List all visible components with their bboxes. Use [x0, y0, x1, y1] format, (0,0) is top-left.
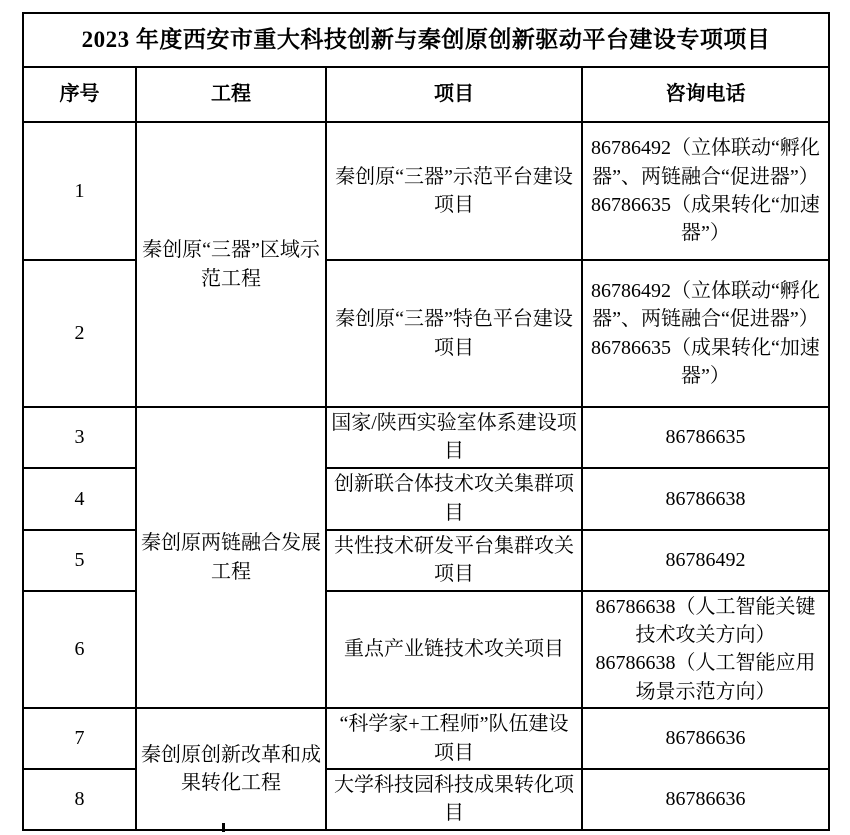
stray-tick-mark: [222, 823, 225, 832]
table-row: [23, 122, 829, 260]
phone-entry: 86786635（成果转化“加速器”）: [591, 194, 820, 245]
cell-project: 共性技术研发平台集群攻关项目: [326, 530, 582, 591]
phone-entry: 86786638: [665, 487, 746, 510]
phone-entry: 86786636: [665, 788, 746, 811]
cell-num: 7: [23, 708, 136, 769]
cell-project: 秦创原“三器”示范平台建设项目: [326, 122, 582, 260]
cell-project: 大学科技园科技成果转化项目: [326, 769, 582, 830]
cell-phone: [582, 591, 829, 709]
cell-project: 国家/陕西实验室体系建设项目: [326, 407, 582, 468]
phone-entry: 86786638（人工智能关键技术攻关方向）: [595, 595, 816, 646]
cell-project: 创新联合体技术攻关集群项目: [326, 468, 582, 530]
header-row: [23, 67, 829, 122]
table-row: [23, 708, 829, 769]
phone-entry: 86786492: [665, 548, 746, 571]
cell-phone: [582, 407, 829, 468]
cell-engineering-group: 秦创原创新改革和成果转化工程: [136, 708, 326, 830]
cell-project: 重点产业链技术攻关项目: [326, 591, 582, 709]
column-header-num: 序号: [23, 67, 136, 122]
cell-num: 8: [23, 769, 136, 830]
phone-entry: 86786635: [665, 426, 746, 449]
phone-entry: 86786635（成果转化“加速器”）: [591, 336, 820, 387]
column-header-phone: 咨询电话: [582, 67, 829, 122]
cell-num: 4: [23, 468, 136, 530]
cell-engineering-group: 秦创原“三器”区域示范工程: [136, 122, 326, 407]
cell-phone: [582, 260, 829, 407]
cell-num: 1: [23, 122, 136, 260]
cell-project: 秦创原“三器”特色平台建设项目: [326, 260, 582, 407]
cell-num: 6: [23, 591, 136, 709]
cell-engineering-group: 秦创原两链融合发展工程: [136, 407, 326, 708]
cell-num: 5: [23, 530, 136, 591]
column-header-project: 项目: [326, 67, 582, 122]
cell-num: 2: [23, 260, 136, 407]
cell-phone: [582, 468, 829, 530]
cell-phone: [582, 769, 829, 830]
cell-phone: [582, 708, 829, 769]
phone-entry: 86786638（人工智能应用场景示范方向）: [595, 652, 816, 703]
column-header-engineering: 工程: [136, 67, 326, 122]
phone-entry: 86786492（立体联动“孵化器”、两链融合“促进器”）: [591, 279, 820, 331]
table-title: 2023 年度西安市重大科技创新与秦创原创新驱动平台建设专项项目: [23, 13, 829, 67]
title-row: [23, 13, 829, 67]
phone-entry: 86786636: [665, 727, 746, 750]
table-row: [23, 407, 829, 468]
projects-table: [22, 12, 830, 831]
phone-entry: 86786492（立体联动“孵化器”、两链融合“促进器”）: [591, 137, 820, 188]
cell-phone: [582, 122, 829, 260]
cell-phone: [582, 530, 829, 591]
cell-num: 3: [23, 407, 136, 468]
cell-project: “科学家+工程师”队伍建设项目: [326, 708, 582, 769]
